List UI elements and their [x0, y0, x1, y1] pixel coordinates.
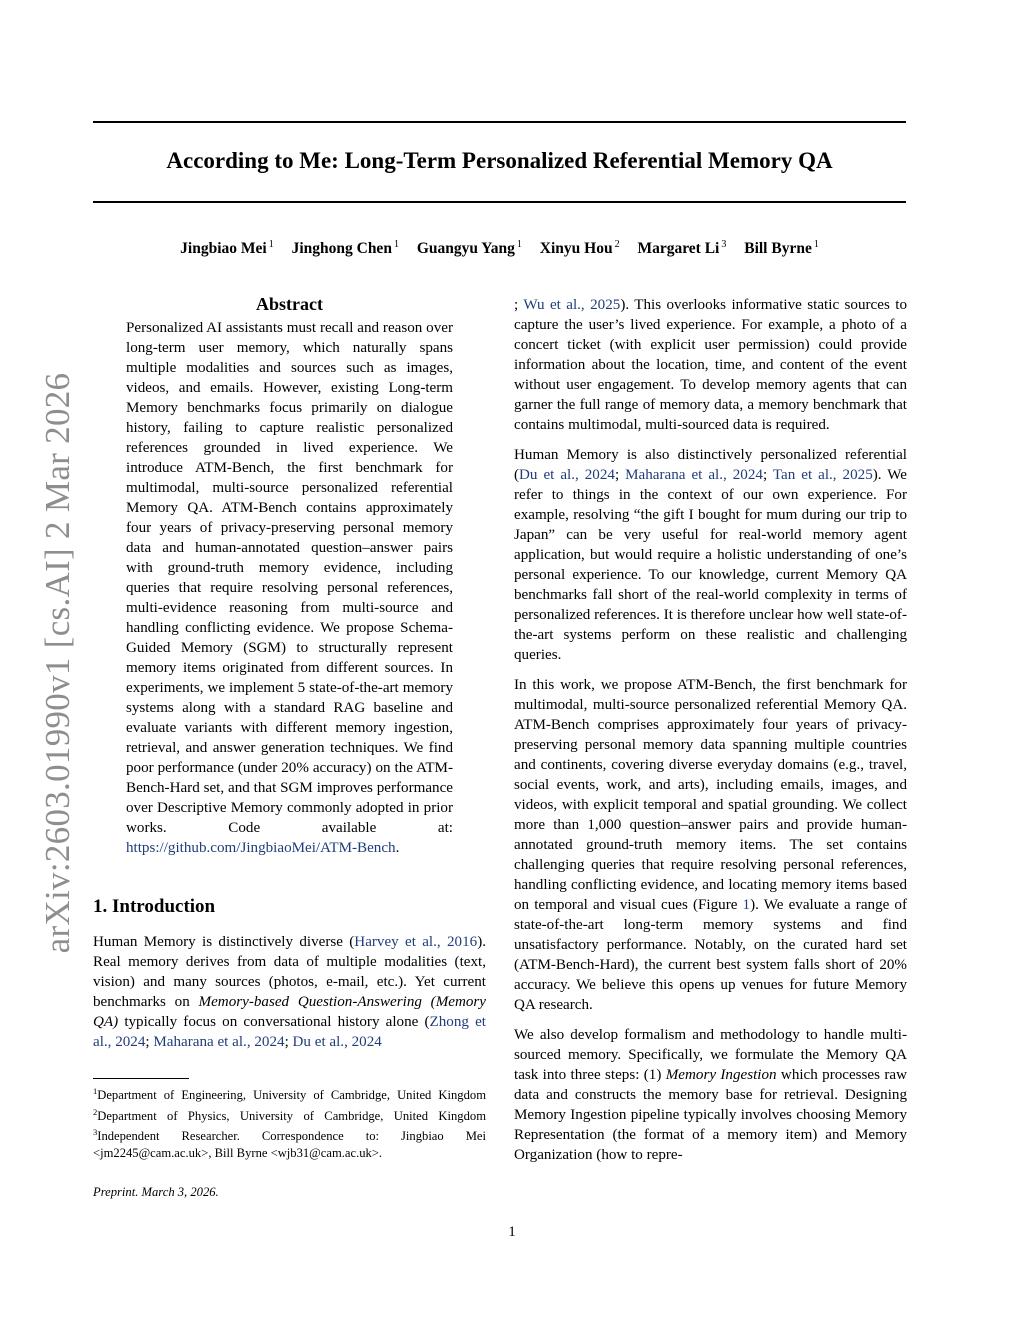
citation-link[interactable]: Maharana et al., 2024	[153, 1034, 285, 1050]
left-column	[93, 292, 486, 1062]
author: Xinyu Hou $^2$	[539, 239, 620, 258]
preprint-note: Preprint. March 3, 2026.	[93, 1185, 219, 1199]
intro-paragraph-3: In this work, we propose ATM-Bench, the first benchmark for multimodal, multi-source personalized referential Memory QA. ATM-Bench comprises approximately four years of privacy-preserving personal memory data spanning multiple countries and continents, covering diverse everyday domains (e.g., travel, social events, work, and arts), including emails, images, and videos, with explicit temporal and spatial grounding. We collect more than 1,000 question–answer pairs and provide human-annotated ground-truth memory items. The set contains challenging queries that require resolving personal references, handling conflicting evidence, and locating memory items based on temporal and visual cues (Figure 1). We evaluate a range of state-of-the-art long-term memory systems and find unsatisfactory performance. Notably, on the curated hard set (ATM-Bench-Hard), the current best system falls short of 20% accuracy. We believe this opens up venues for future Memory QA research.	[514, 677, 908, 1013]
intro-paragraph-4: We also develop formalism and methodology to handle multi-sourced memory. Specifically, we formulate the Memory QA task into three steps: (1) Memory Ingestion which processes raw data and constructs the memory base for retrieval. Designing Memory Ingestion pipeline typically involves choosing Memory Representation (the format of a memory item) and Memory Organization (how to repre-	[514, 1027, 907, 1163]
right-column	[514, 295, 907, 1175]
title-rule-bottom	[93, 201, 906, 203]
abstract-heading: Abstract	[256, 294, 323, 314]
author: Margaret Li $^3$	[637, 239, 727, 258]
citation-link[interactable]: Wu et al., 2025	[523, 297, 621, 313]
affiliation-footnote: $^1$Department of Engineering, University of Cambridge, United Kingdom $^2$Department of Physics, University of Cambridge, United Kingdom $^3$Independent Researcher. Correspondence to: Jingbiao Mei <jm2245@cam.ac.uk>, Bill Byrne <wjb31@cam.ac.uk>.	[93, 1086, 486, 1161]
citation-link[interactable]: Tan et al., 2025	[772, 467, 873, 483]
abstract-section	[126, 292, 453, 858]
footnote-divider	[93, 1078, 189, 1079]
title-rule-top	[93, 121, 906, 123]
author-list	[93, 234, 906, 260]
arxiv-identifier: arXiv:2603.01990v1 [cs.AI] 2 Mar 2026	[38, 372, 77, 954]
citation-link[interactable]: Harvey et al., 2016	[354, 934, 478, 950]
paper-title: According to Me: Long-Term Personalized Referential Memory QA	[166, 148, 833, 173]
author: Jinghong Chen $^1$	[291, 239, 399, 258]
citation-link[interactable]: Zhong et al., 2024	[93, 1014, 486, 1050]
page-number: 1	[508, 1224, 516, 1240]
author: Jingbiao Mei $^1$	[180, 239, 274, 258]
citation-link[interactable]: Du et al., 2024	[292, 1034, 382, 1050]
citation-link[interactable]: Maharana et al., 2024	[625, 467, 763, 483]
intro-paragraph-1: Human Memory is distinctively diverse (Harvey et al., 2016). Real memory derives from data of multiple modalities (text, vision) and many sources (photos, e-mail, etc.). Yet current benchmarks on Memory-based Question-Answering (Memory QA) typically focus on conversational history alone (Zhong et al., 2024; Maharana et al., 2024; Du et al., 2024	[93, 934, 486, 1050]
author: Bill Byrne $^1$	[744, 239, 819, 258]
section-heading-introduction: 1. Introduction	[93, 896, 216, 917]
code-link[interactable]: https://github.com/JingbiaoMei/ATM-Bench	[126, 840, 396, 856]
figure-reference-link[interactable]: 1	[742, 897, 751, 913]
abstract-text: Personalized AI assistants must recall and reason over long-term user memory, which naturally spans multiple modalities and sources such as images, videos, and emails. However, existing Long-term Memory benchmarks focus primarily on dialogue history, failing to capture realistic personalized references grounded in lived experience. We introduce ATM-Bench, the first benchmark for multimodal, multi-source personalized referential Memory QA. ATM-Bench contains approximately four years of privacy-preserving personal memory data and human-annotated question–answer pairs with ground-truth memory evidence, including queries that require resolving personal references, multi-evidence reasoning from multi-source and handling conflicting evidence. We propose Schema-Guided Memory (SGM) to structurally represent memory items originated from different sources. In experiments, we implement 5 state-of-the-art memory systems along with a standard RAG baseline and evaluate variants with different memory ingestion, retrieval, and answer generation techniques. We find poor performance (under 20% accuracy) on the ATM-Bench-Hard set, and that SGM improves performance over Descriptive Memory commonly adopted in prior works. Code available at: https://github.com/JingbiaoMei/ATM-Bench.	[126, 320, 453, 856]
author: Guangyu Yang $^1$	[416, 239, 522, 258]
intro-paragraph-1-continued: ; Wu et al., 2025). This overlooks informative static sources to capture the user’s lived experience. For example, a photo of a concert ticket (with explicit user permission) could provide information about the location, time, and content of the event without user engagement. To develop memory agents that can garner the full range of memory data, a memory benchmark that contains multimodal, multi-sourced data is required.	[514, 297, 907, 433]
intro-paragraph-2: Human Memory is also distinctively personalized referential (Du et al., 2024; Maharana et al., 2024; Tan et al., 2025). We refer to things in the context of our own experience. For example, resolving “the gift I bought for mum during our trip to Japan” can be very useful for real-world memory agent application, but would require a holistic understanding of one’s personal experience. To our knowledge, current Memory QA benchmarks fall short of the real-world complexity in terms of personalized references. It is therefore unclear how well state-of-the-art systems perform on these realistic and challenging queries.	[514, 447, 907, 663]
citation-link[interactable]: Du et al., 2024	[519, 467, 615, 483]
